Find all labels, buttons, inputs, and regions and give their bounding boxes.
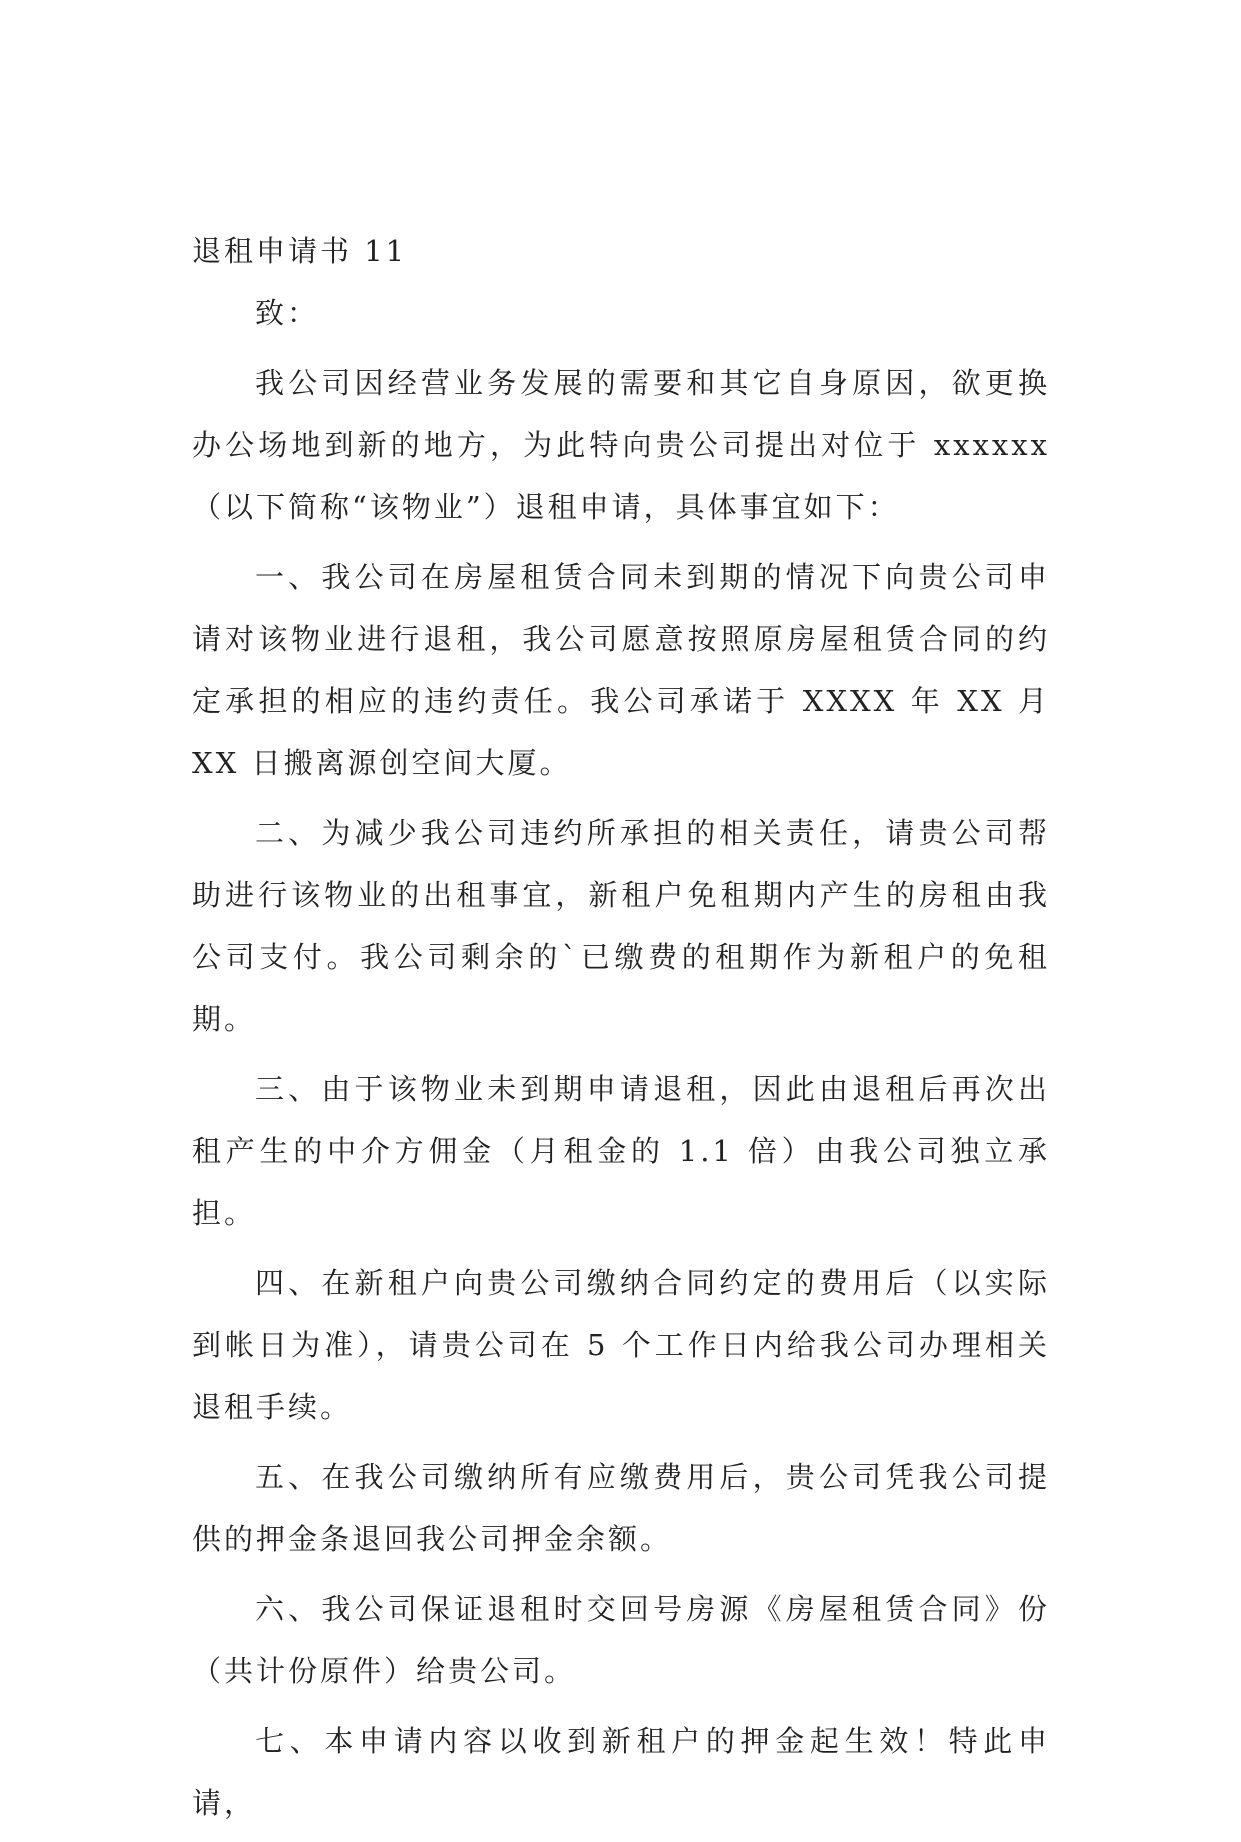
intro-paragraph: 我公司因经营业务发展的需要和其它自身原因，欲更换办公场地到新的地方，为此特向贵公司提出对位于 xxxxxx（以下简称“该物业”）退租申请，具体事宜如下：: [192, 366, 1050, 524]
document-body: [192, 220, 1050, 1842]
clause-2-paragraph: 二、为减少我公司违约所承担的相关责任，请贵公司帮助进行该物业的出租事宜，新租户免租期内产生的房租由我公司支付。我公司剩余的`已缴费的租期作为新租户的免租期。: [192, 816, 1050, 1036]
clause-5-paragraph: 五、在我公司缴纳所有应缴费用后，贵公司凭我公司提供的押金条退回我公司押金余额。: [192, 1460, 1050, 1556]
document-title: 退租申请书 11: [192, 234, 408, 268]
clause-6-paragraph: 六、我公司保证退租时交回号房源《房屋租赁合同》份（共计份原件）给贵公司。: [192, 1592, 1050, 1688]
clause-1-paragraph: 一、我公司在房屋租赁合同未到期的情况下向贵公司申请对该物业进行退租，我公司愿意按照原房屋租赁合同的约定承担的相应的违约责任。我公司承诺于 XXXX 年 XX 月 XX 日搬离源创空间大厦。: [192, 560, 1050, 780]
clause-3-paragraph: 三、由于该物业未到期申请退租，因此由退租后再次出租产生的中介方佣金（月租金的 1.1 倍）由我公司独立承担。: [192, 1072, 1050, 1230]
clause-4-paragraph: 四、在新租户向贵公司缴纳合同约定的费用后（以实际到帐日为准），请贵公司在 5 个工作日内给我公司办理相关退租手续。: [192, 1266, 1050, 1424]
salutation: 致：: [255, 296, 320, 330]
clause-7-paragraph: 七、本申请内容以收到新租户的押金起生效！特此申请，: [192, 1724, 1050, 1820]
